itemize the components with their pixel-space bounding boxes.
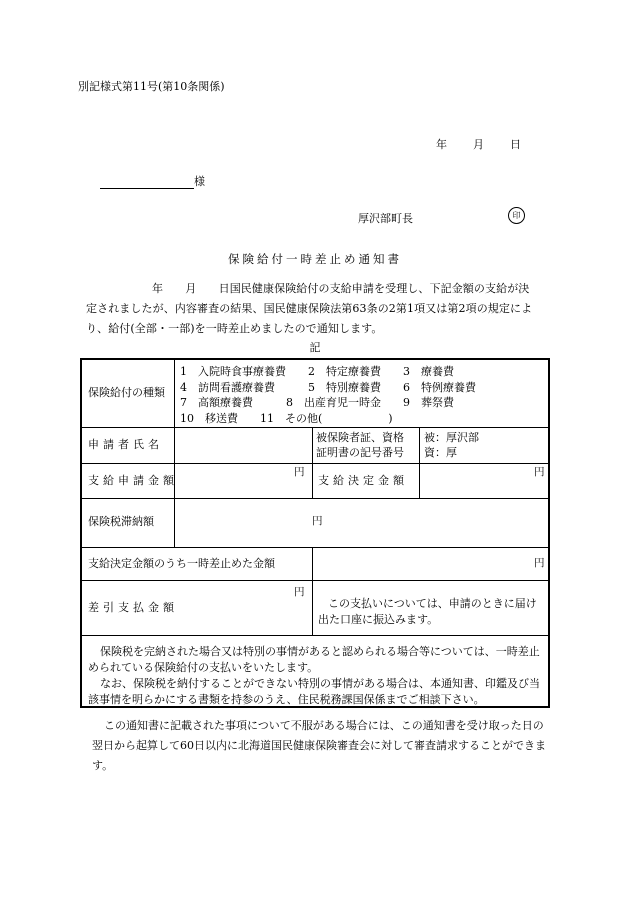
seal-mark: 印 <box>508 207 525 224</box>
withheld-amount-yen: 円 <box>534 557 545 569</box>
claim-amount-yen: 円 <box>294 466 305 478</box>
insured-cert-label-line: 被保険者証、資格 <box>316 431 404 444</box>
row-divider <box>82 580 548 581</box>
benefit-type-line: 1 入院時食事療養費 2 特定療養費 3 療養費 <box>180 365 454 378</box>
row-divider <box>82 635 548 636</box>
benefit-table <box>80 358 550 708</box>
addressee-suffix: 様 <box>194 175 205 188</box>
insured-cert-label-line: 証明書の記号番号 <box>316 446 404 459</box>
date-month: 月 <box>473 138 484 151</box>
withheld-amount-label: 支給決定金額のうち一時差止めた金額 <box>88 557 275 570</box>
appeal-notice: この通知書に記載された事項について不服がある場合には、この通知書を受け取った日の翌日から起算して60日以内に北海道国民健康保険審査会に対して審査請求することができます。 <box>92 719 546 772</box>
form-number: 別記様式第11号(第10条関係) <box>78 80 225 93</box>
addressee <box>100 175 205 189</box>
consultation-note: なお、保険税を納付することができない特別の事情がある場合は、本通知書、印鑑及び当該事情を明らかにする書類を持参のうえ、住民税務課国保係までご相談下さい。 <box>88 677 540 706</box>
insured-cert-value <box>424 430 479 460</box>
decision-amount-label: 支給決定金額 <box>318 474 408 487</box>
issuer: 厚沢部町長 <box>358 212 413 225</box>
net-payment-label: 差引支払金額 <box>88 601 178 614</box>
col-divider <box>312 427 313 498</box>
intro-line-3: り、給付(全部・一部)を一時差止めましたので通知します。 <box>86 322 383 335</box>
delinquent-tax-label: 保険税滞納額 <box>88 515 154 528</box>
intro-line-2: 定されましたが、内容審査の結果、国民健康保険法第63条の2第1項又は第2項の規定によ <box>86 302 533 315</box>
delinquent-tax-yen: 円 <box>312 515 323 527</box>
benefit-type-options <box>180 364 476 426</box>
benefit-type-line: 10 移送費 11 その他( ) <box>180 411 393 425</box>
col-divider <box>419 427 420 498</box>
issue-date <box>436 138 521 152</box>
decision-amount-yen: 円 <box>534 466 545 478</box>
insured-cert-label <box>316 430 404 460</box>
benefit-type-line: 4 訪問看護療養費 5 特別療養費 6 特例療養費 <box>180 380 476 394</box>
intro-line-1: 年 月 日国民健康保険給付の支給申請を受理し、下記金額の支給が決 <box>152 282 530 295</box>
date-year: 年 <box>436 138 447 151</box>
insured-cert-value-line: 被：厚沢部 <box>424 431 479 444</box>
addressee-name-line <box>100 176 194 189</box>
date-day: 日 <box>510 138 521 151</box>
row-divider <box>82 498 548 499</box>
claim-amount-label: 支給申請金額 <box>88 474 178 487</box>
insured-cert-value-line: 資：厚 <box>424 446 457 459</box>
net-payment-yen: 円 <box>294 586 305 598</box>
row-divider <box>82 427 548 428</box>
benefit-type-label: 保険給付の種類 <box>88 386 165 399</box>
applicant-name-label: 申請者氏名 <box>88 438 163 451</box>
intro-paragraph <box>86 279 546 339</box>
col-divider <box>174 498 175 547</box>
row-divider <box>82 463 548 464</box>
payment-resumption-note: 保険税を完納された場合又は特別の事情があると認められる場合等については、一時差止められている保険給付の支払いをいたします。 <box>88 645 540 674</box>
col-divider <box>312 547 313 635</box>
document-title: 保険給付一時差止め通知書 <box>228 252 402 266</box>
ki-heading: 記 <box>309 341 321 354</box>
transfer-note: この支払いについては、申請のときに届け出た口座に振込みます。 <box>318 597 537 626</box>
col-divider <box>174 360 175 427</box>
row-divider <box>82 547 548 548</box>
benefit-type-line: 7 高額療養費 8 出産育児一時金 9 葬祭費 <box>180 396 454 409</box>
